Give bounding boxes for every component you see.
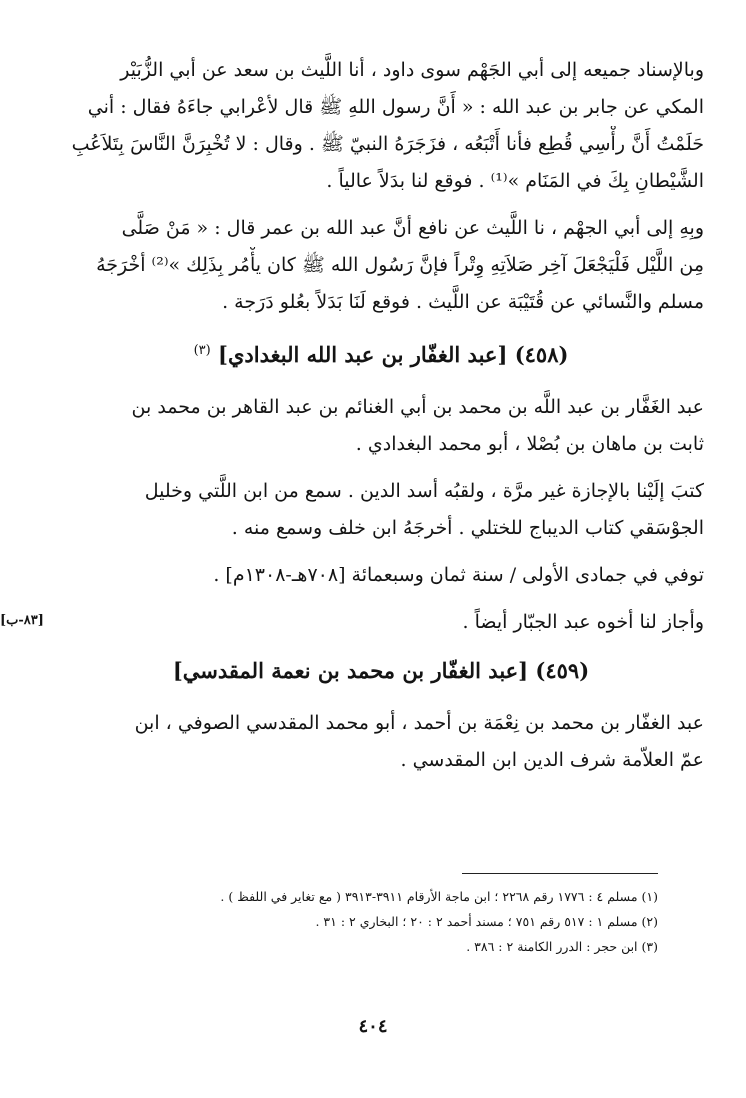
manuscript-folio-marker: [٨٣-ب] <box>0 613 44 628</box>
text-line: عمّ العلاّمة شرف الدين ابن المقدسي . <box>400 749 704 771</box>
entry-458-name <box>58 389 704 463</box>
footnote-ref-3: (٣) <box>193 343 211 358</box>
text-line: ثابت بن ماهان بن بُصْلا ، أبو محمد البغدادي . <box>355 433 704 455</box>
text-line: المكي عن جابر بن عبد الله : « أَنَّ رسول اللهِ ﷺ قال لأعْرابي جاءَهُ فقال : أني <box>87 96 704 118</box>
text-line: وبِهِ إلى أبي الجهْم ، نا اللَّيث عن نافع أنَّ عبد الله بن عمر قال : « مَنْ صَلَّى <box>121 217 704 239</box>
entry-458-brother <box>58 604 704 641</box>
paragraph-isnad-dream <box>58 52 704 200</box>
entry-458-death <box>58 557 704 594</box>
text-line: مِن اللَّيْل فَلْيَجْعَلَ آخِر صَلاَتِهِ وِتْراً فإنَّ رَسُول الله ﷺ كان يأْمُر بِذَلِك »⁽²⁾ أخْرَجَهُ <box>96 254 704 276</box>
text-line: توفي في جمادى الأولى / سنة ثمان وسبعمائة [٧٠٨هـ-١٣٠٨م] . <box>213 564 704 586</box>
text-line: كتبَ إلَيْنا بالإجازة غير مرَّة ، ولقبُه أسد الدين . سمع من ابن اللَّتي وخليل <box>144 480 704 502</box>
text-line: الشَّيْطانِ بِكَ في المَنَام »⁽¹⁾ . فوقع لنا بدَلاً عالياً . <box>326 170 704 192</box>
text-line: حَلَمْتُ أَنَّ رأْسِي قُطِع فأنا أَتْبَعُه ، فزَجَرَهُ النبيّ ﷺ . وقال : لا تُخْبِرَنَّ النَّاسَ بِتَلاَعُبِ <box>71 133 704 155</box>
footnote-3: (٣) ابن حجر : الدرر الكامنة ٢ : ٣٨٦ . <box>466 939 658 954</box>
text-line: وأجاز لنا أخوه عبد الجبّار أيضاً . <box>462 611 704 633</box>
text-line: وبالإسناد جميعه إلى أبي الجَهْم سوى داود ، أنا اللَّيث بن سعد عن أبي الزُّبَيْر <box>120 59 704 81</box>
text-line: عبد الغفّار بن محمد بن نِعْمَة بن أحمد ، أبو محمد المقدسي الصوفي ، ابن <box>134 712 704 734</box>
text-line: الجوْسَقي كتاب الديباج للختلي . أخرجَهُ ابن خلف وسمع منه . <box>231 517 704 539</box>
text-line: عبد الغَفَّار بن عبد اللَّه بن محمد بن أبي الغنائم بن عبد القاهر بن محمد بن <box>131 396 704 418</box>
page-number: ٤٠٤ <box>358 1016 388 1037</box>
footnote-2: (٢) مسلم ١ : ٥١٧ رقم ٧٥١ ؛ مسند أحمد ٢ : ٢٠ ؛ البخاري ٢ : ٣١ . <box>315 914 658 929</box>
footnote-1: (١) مسلم ٤ : ١٧٧٦ رقم ٢٢٦٨ ؛ ابن ماجة الأرقام ٣٩١١-٣٩١٣ ( مع تغاير في اللفظ ) . <box>220 889 658 904</box>
page-body <box>58 52 704 789</box>
footnotes <box>60 884 658 959</box>
text-line: مسلم والنَّسائي عن قُتَيْبَة عن اللَّيث . فوقع لَنَا بَدَلاً بعُلو دَرَجة . <box>222 291 704 313</box>
entry-458-title: (٤٥٨) [عبد الغفّار بن عبد الله البغدادي] <box>218 342 569 367</box>
entry-458-heading <box>58 333 704 373</box>
entry-459-title: (٤٥٩) [عبد الغفّار بن محمد بن نعمة المقدسي] <box>172 658 590 683</box>
footnote-divider <box>462 873 658 874</box>
entry-458-ijaza <box>58 473 704 547</box>
entry-459-heading <box>58 653 704 689</box>
paragraph-isnad-witr <box>58 210 704 321</box>
entry-459-name <box>58 705 704 779</box>
